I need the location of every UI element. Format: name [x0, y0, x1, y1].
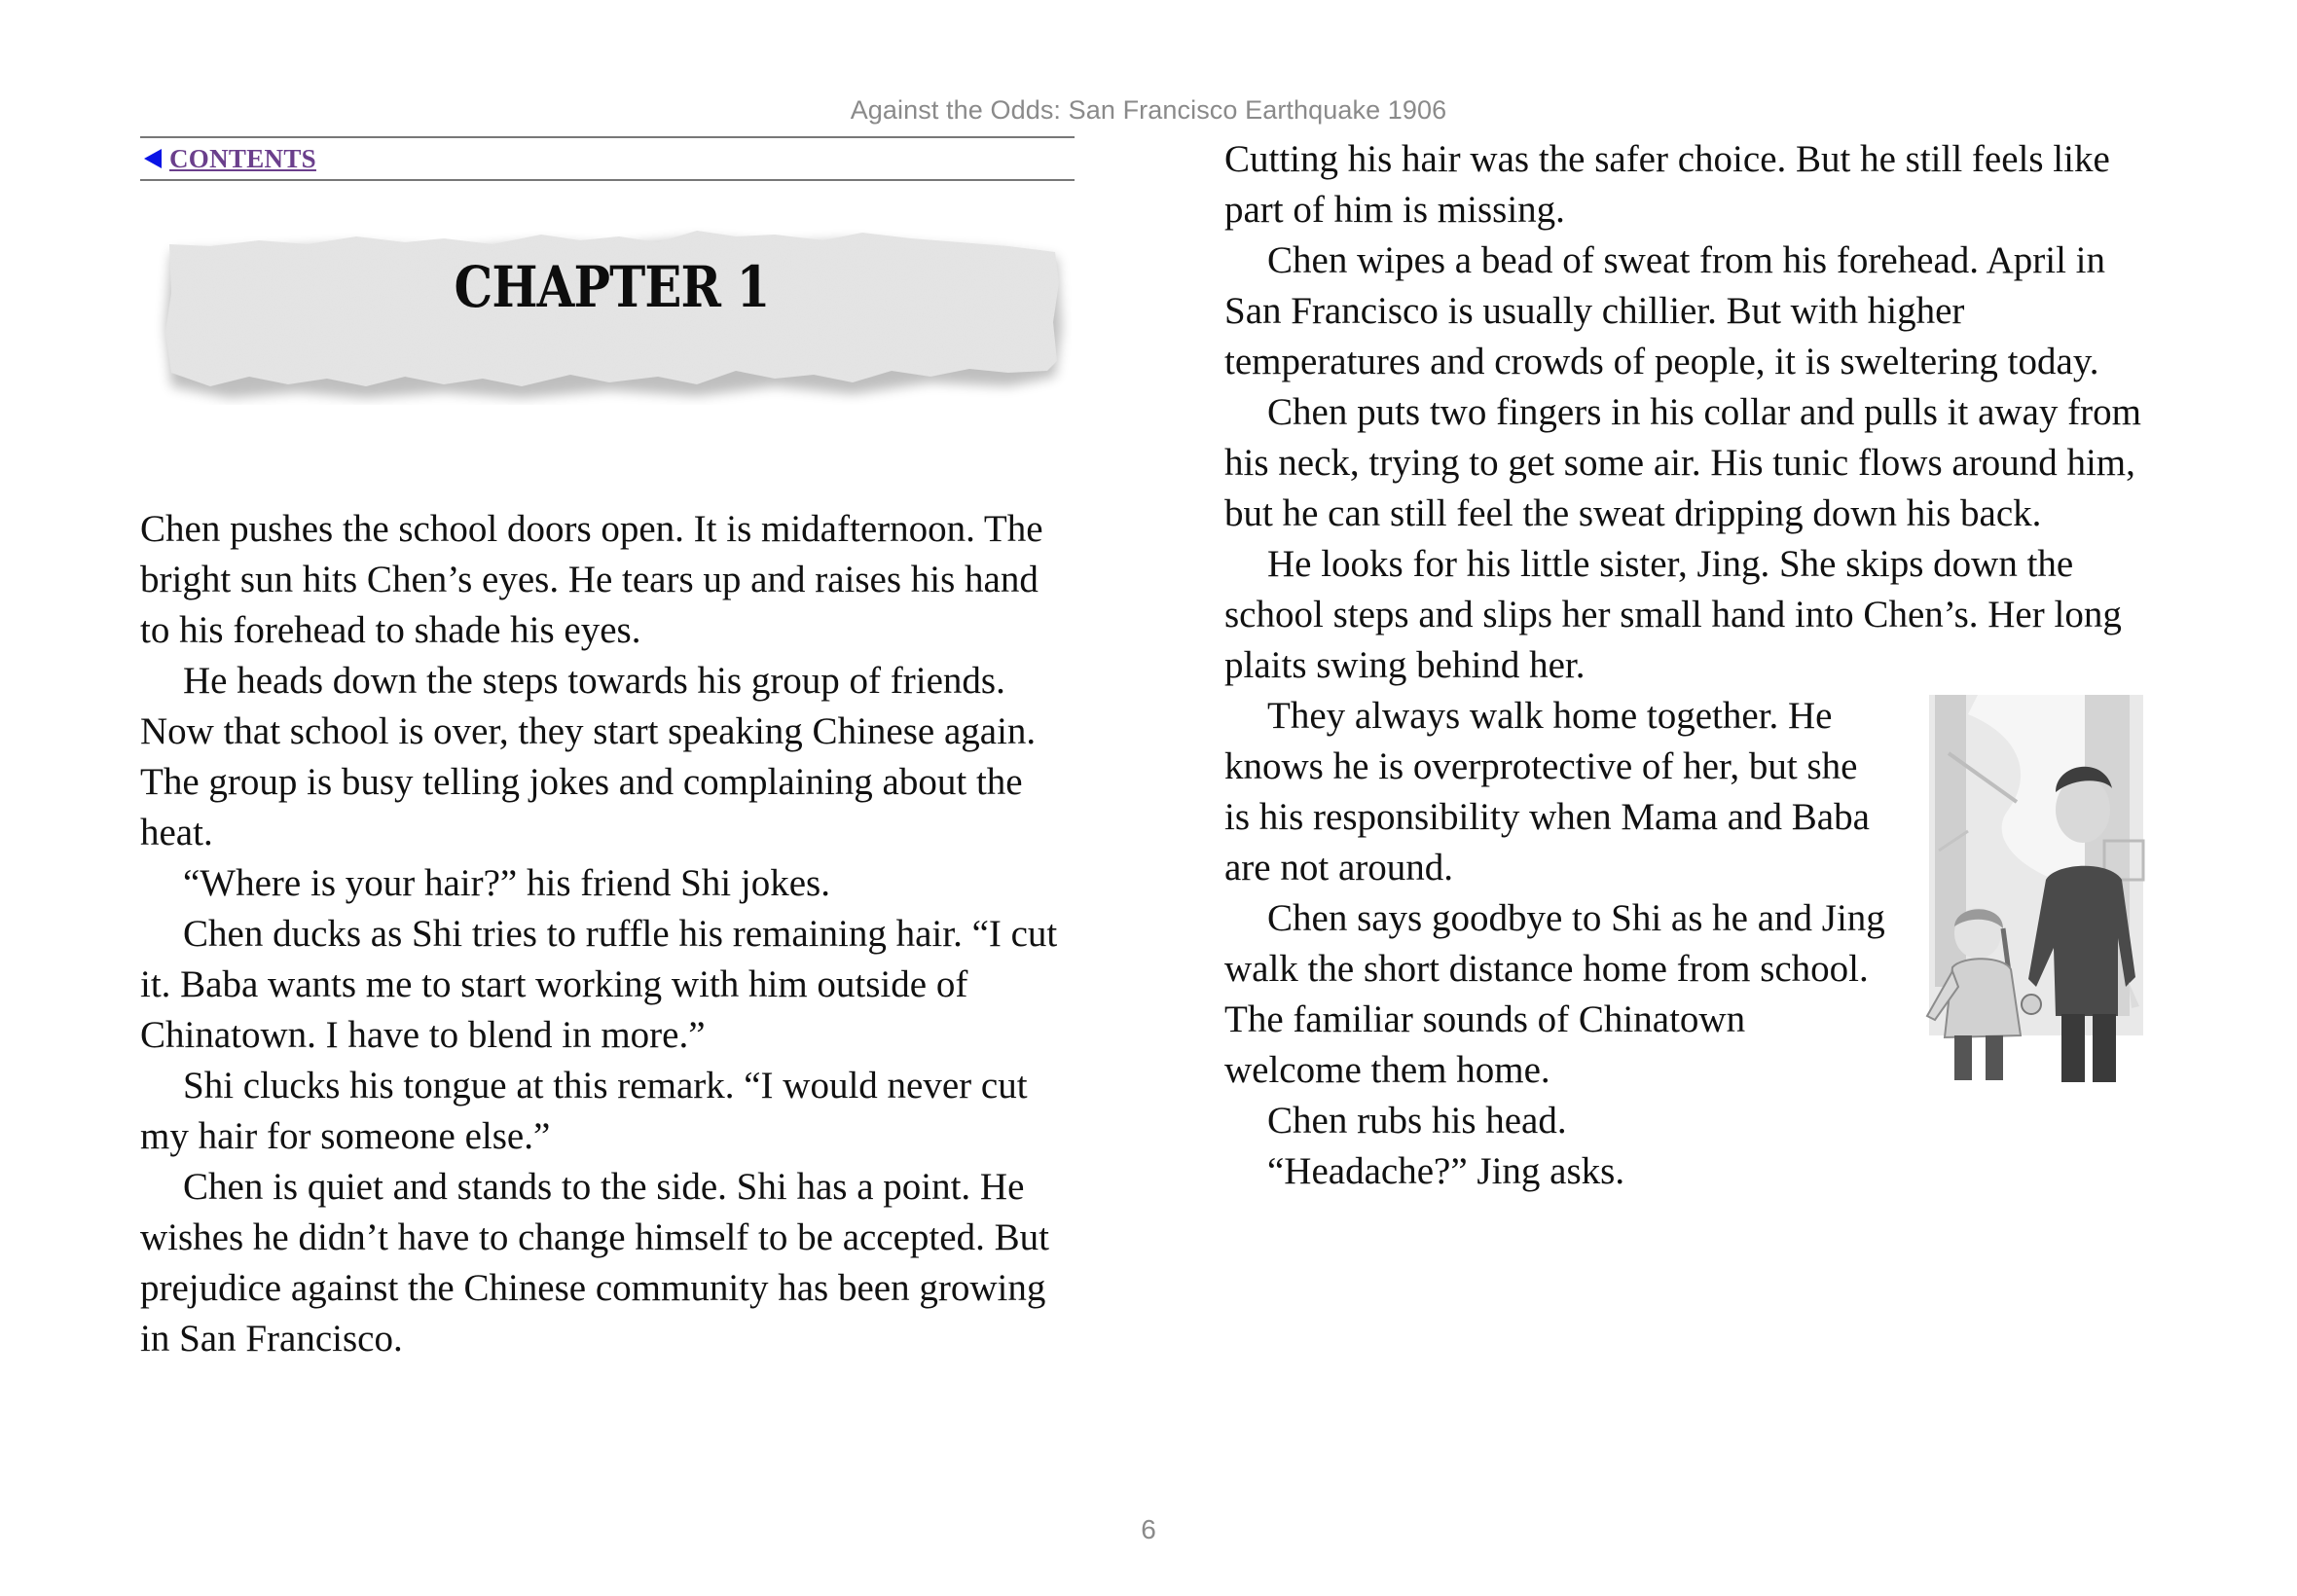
paragraph: They always walk home together. He knows he is overprotective of her, but she is his responsibility when Mama and Baba are not around. [1224, 695, 1870, 889]
paragraph: “Headache?” Jing asks. [1267, 1150, 1625, 1192]
paragraph: Chen wipes a bead of sweat from his forehead. April in San Francisco is usually chillier. But with higher temperatures and crowds of people, it is sweltering today. [1224, 239, 2106, 382]
contents-nav-bar [140, 136, 1075, 181]
chapter-title: CHAPTER 1 [454, 254, 770, 320]
left-page [140, 136, 1075, 1364]
illustration-chen-and-jing [1910, 695, 2163, 1094]
paragraph: He looks for his little sister, Jing. She skips down the school steps and slips her small hand into Chen’s. Her long plaits swing behind her. [1224, 543, 2122, 686]
paragraph: “Where is your hair?” his friend Shi jokes. [183, 862, 830, 904]
paragraph: Cutting his hair was the safer choice. But he still feels like part of him is missing. [1224, 138, 2110, 231]
contents-link-label: CONTENTS [169, 144, 316, 173]
page-number: 6 [1141, 1514, 1156, 1544]
paragraph: Chen puts two fingers in his collar and pulls it away from his neck, trying to get some air. His tunic flows around him, but he can still feel the sweat dripping down his back. [1224, 391, 2141, 534]
book-title: Against the Odds: San Francisco Earthquake 1906 [850, 95, 1447, 125]
right-page-text [1224, 134, 2159, 1197]
chapter-banner [152, 225, 1072, 405]
contents-link[interactable] [140, 133, 316, 184]
paragraph: Shi clucks his tongue at this remark. “I would never cut my hair for someone else.” [140, 1065, 1028, 1157]
illustration-graphic [1910, 695, 2163, 1094]
paragraph: He heads down the steps towards his group of friends. Now that school is over, they start speaking Chinese again. The group is busy telling jokes and complaining about the heat. [140, 660, 1037, 853]
paragraph: Chen pushes the school doors open. It is midafternoon. The bright sun hits Chen’s eyes. He tears up and raises his hand to his forehead to shade his eyes. [140, 508, 1043, 651]
left-triangle-icon [144, 149, 162, 168]
right-page [1224, 134, 2159, 1197]
paragraph: Chen is quiet and stands to the side. Shi has a point. He wishes he didn’t have to change himself to be accepted. But prejudice against the Chinese community has been growing in San Francisco. [140, 1166, 1049, 1360]
left-page-text [140, 504, 1075, 1364]
paragraph: Chen ducks as Shi tries to ruffle his remaining hair. “I cut it. Baba wants me to start working with him outside of Chinatown. I have to blend in more.” [140, 913, 1058, 1056]
paragraph: Chen says goodbye to Shi as he and Jing walk the short distance home from school. The familiar sounds of Chinatown welcome them home. [1224, 897, 1885, 1091]
paragraph: Chen rubs his head. [1267, 1100, 1567, 1142]
